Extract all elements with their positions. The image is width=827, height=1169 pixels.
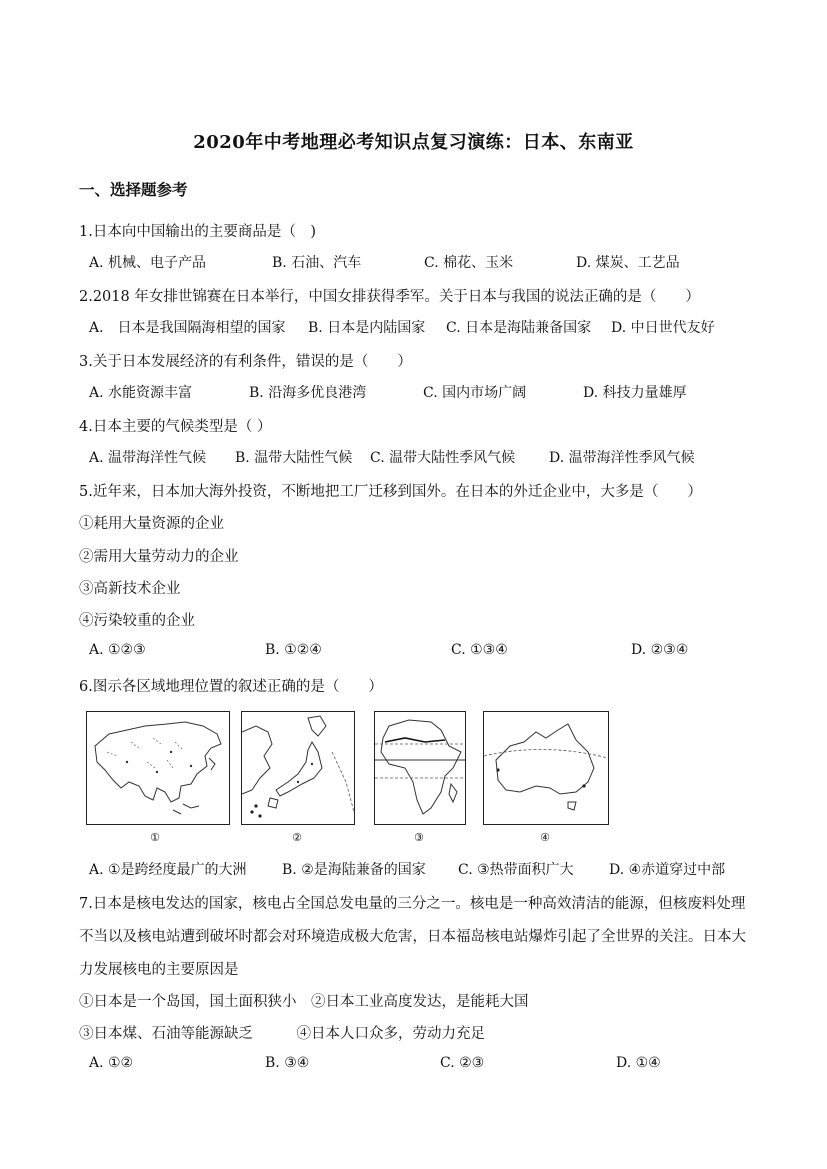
q5-item-2: ②需用大量劳动力的企业	[79, 549, 239, 565]
q4-option-a[interactable]: A. 温带海洋性气候	[89, 450, 207, 466]
q1-option-d[interactable]: D. 煤炭、工艺品	[576, 255, 680, 271]
question-7-stem-line-3: 力发展核电的主要原因是	[79, 962, 239, 978]
q7-option-d[interactable]: D. ①④	[616, 1055, 661, 1071]
question-7-stem-line-1: 7.日本是核电发达的国家，核电占全国总发电量的三分之一。核电是一种高效清洁的能源，但核废料处理	[79, 896, 746, 912]
q7-option-c[interactable]: C. ②③	[440, 1055, 485, 1071]
q2-option-d[interactable]: D. 中日世代友好	[611, 320, 715, 336]
australia-map	[483, 711, 609, 825]
question-3-stem: 3.关于日本发展经济的有利条件，错误的是（ ）	[79, 354, 412, 370]
q2-option-a[interactable]: A. 日本是我国隔海相望的国家	[89, 320, 286, 336]
q1-option-a[interactable]: A. 机械、电子产品	[89, 255, 207, 271]
asia-outline-icon	[87, 712, 229, 824]
australia-outline-icon	[484, 712, 608, 824]
q3-option-c[interactable]: C. 国内市场广阔	[423, 385, 527, 401]
question-7-stem-line-2: 不当以及核电站遭到破坏时都会对环境造成极大危害，日本福岛核电站爆炸引起了全世界的关注。日本大	[79, 929, 746, 945]
question-2-stem: 2.2018 年女排世锦赛在日本举行，中国女排获得季军。关于日本与我国的说法正确的是（ ）	[79, 289, 700, 305]
q5-option-a[interactable]: A. ①②③	[89, 642, 146, 658]
q5-option-d[interactable]: D. ②③④	[631, 642, 689, 658]
section-heading: 一、选择题参考	[79, 180, 188, 199]
q3-option-b[interactable]: B. 沿海多优良港湾	[249, 385, 367, 401]
q1-option-c[interactable]: C. 棉花、玉米	[424, 255, 514, 271]
question-5-stem: 5.近年来，日本加大海外投资，不断地把工厂迁移到国外。在日本的外迁企业中，大多是（ ）	[79, 484, 702, 500]
japan-outline-icon	[242, 712, 354, 824]
africa-map	[374, 711, 466, 825]
q5-option-b[interactable]: B. ①②④	[265, 642, 322, 658]
map-label-2: ②	[292, 831, 302, 844]
africa-outline-icon	[375, 712, 465, 824]
q2-option-c[interactable]: C. 日本是海陆兼备国家	[446, 320, 592, 336]
q4-option-c[interactable]: C. 温带大陆性季风气候	[370, 450, 516, 466]
q4-option-b[interactable]: B. 温带大陆性气候	[235, 450, 353, 466]
question-1-stem: 1.日本向中国输出的主要商品是（ )	[79, 224, 316, 240]
q3-option-d[interactable]: D. 科技力量雄厚	[583, 385, 687, 401]
map-label-4: ④	[540, 831, 550, 844]
q7-items-line-2: ③日本煤、石油等能源缺乏 ④日本人口众多，劳动力充足	[79, 1026, 485, 1042]
page-title: 2020年中考地理必考知识点复习演练：日本、东南亚	[193, 132, 634, 153]
q5-item-1: ①耗用大量资源的企业	[79, 516, 224, 532]
question-4-stem: 4.日本主要的气候类型是（ ）	[79, 419, 272, 435]
q6-option-a[interactable]: A. ①是跨经度最广的大洲	[89, 862, 247, 878]
q7-option-b[interactable]: B. ③④	[265, 1055, 310, 1071]
q2-option-b[interactable]: B. 日本是内陆国家	[308, 320, 426, 336]
q6-option-c[interactable]: C. ③热带面积广大	[458, 862, 574, 878]
q1-option-b[interactable]: B. 石油、汽车	[272, 255, 362, 271]
q6-option-d[interactable]: D. ④赤道穿过中部	[609, 862, 726, 878]
question-6-stem: 6.图示各区域地理位置的叙述正确的是（ ）	[79, 679, 383, 695]
q4-option-d[interactable]: D. 温带海洋性季风气候	[549, 450, 695, 466]
japan-map	[241, 711, 355, 825]
q7-items-line-1: ①日本是一个岛国，国土面积狭小 ②日本工业高度发达，是能耗大国	[79, 994, 529, 1010]
map-label-3: ③	[414, 831, 424, 844]
q7-option-a[interactable]: A. ①②	[89, 1055, 134, 1071]
q5-option-c[interactable]: C. ①③④	[451, 642, 508, 658]
q5-item-4: ④污染较重的企业	[79, 613, 195, 629]
q5-item-3: ③高新技术企业	[79, 581, 181, 597]
map-label-1: ①	[150, 831, 160, 844]
q3-option-a[interactable]: A. 水能资源丰富	[89, 385, 193, 401]
asia-map	[86, 711, 230, 825]
q6-option-b[interactable]: B. ②是海陆兼备的国家	[282, 862, 426, 878]
